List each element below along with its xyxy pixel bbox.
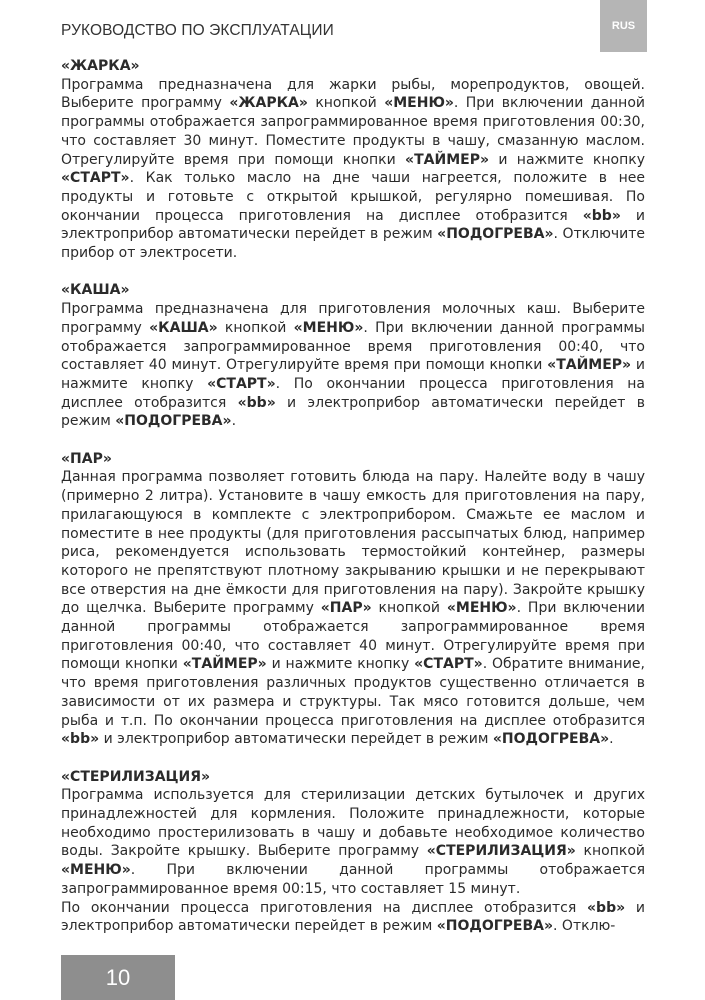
section-title: «ПАР» xyxy=(61,450,112,467)
text-run: и нажмите кнопку xyxy=(489,151,645,168)
emphasis-term: «ПОДОГРЕВА» xyxy=(115,413,232,430)
emphasis-term: «СТАРТ» xyxy=(61,170,130,187)
emphasis-term: «ПОДОГРЕВА» xyxy=(492,731,610,748)
page-number: 10 xyxy=(61,955,175,1000)
text-run: . Отклю- xyxy=(553,918,616,935)
section-paragraph xyxy=(61,786,645,898)
emphasis-term: «ТАЙМЕР» xyxy=(547,357,632,374)
text-run: и электроприбор автоматически перейдет в режим xyxy=(99,731,493,748)
text-run: . При включении данной программы отображается запрограммированное время приготовления 00:30, что составляет 30 минут. Поместите продукты в чашу, смазанную маслом. Отрегулируйте время при помощи кнопки xyxy=(61,95,645,168)
text-run: . Как только масло на дне чаши нагреется, положите в нее продукты и готовьте с открытой крышкой, регулярно помешивая. По окончании процесса приготовления на дисплее отобразится xyxy=(61,170,645,224)
text-run: . При включении данной программы отображается запрограммированное время 00:15, что составляет 15 минут. xyxy=(61,862,645,897)
emphasis-term: «ПОДОГРЕВА» xyxy=(437,226,554,243)
text-run: Данная программа позволяет готовить блюда на пару. Налейте воду в чашу (примерно 2 литра). Установите в чашу емкость для приготовления на пару, прилагающуюся в комплекте с электроприбором. Смажьте ее маслом и поместите в нее продукты (для приготовления рассыпчатых блюд, например риса, рекомендуется использовать термостойкий контейнер, размеры которого не препятствуют плотному закрыванию крышки и не перекрывают все отверстия на дне ёмкости для приготовления на пару). Закройте крышку до щелчка. Выберите программу xyxy=(61,469,645,617)
text-run: . Обратите внимание, что время приготовления различных продуктов существенно отличается в зависимости от их размера и структуры. Так мясо готовится дольше, чем рыба и т.п. По окончании процесса приготовления на дисплее отобразится xyxy=(61,656,645,729)
emphasis-term: «МЕНЮ» xyxy=(384,95,454,112)
section-paragraph xyxy=(61,300,645,431)
emphasis-term: «СТАРТ» xyxy=(414,656,483,673)
text-run: Программа предназначена для жарки рыбы, морепродуктов, овощей. Выберите программу xyxy=(61,76,645,112)
emphasis-term: «ТАЙМЕР» xyxy=(182,656,267,673)
emphasis-term: «МЕНЮ» xyxy=(446,600,517,617)
section-paragraph xyxy=(61,76,645,263)
text-run: и электроприбор автоматически перейдет в режим xyxy=(61,899,645,935)
page-header-title: РУКОВОДСТВО ПО ЭКСПЛУАТАЦИИ xyxy=(61,22,334,39)
text-run: По окончании процесса приготовления на дисплее отобразится xyxy=(61,899,587,916)
text-run: . Отключите прибор от электросети. xyxy=(61,226,645,262)
text-run: . xyxy=(609,731,614,748)
section-title: «ЖАРКА» xyxy=(61,58,140,74)
language-badge: RUS xyxy=(600,0,647,52)
text-run: Программа используется для стерилизации детских бутылочек и других принадлежностей для кормления. Положите принадлежности, которые необходимо простерилизовать в чашу и добавьте необходимое количество воды. Закройте крышку. Выберите программу xyxy=(61,787,645,860)
emphasis-term: «ЖАРКА» xyxy=(229,95,308,112)
text-run: и нажмите кнопку xyxy=(266,656,415,673)
section-zharka xyxy=(61,57,645,263)
section-title: «КАША» xyxy=(61,282,130,299)
emphasis-term: «ТАЙМЕР» xyxy=(405,151,489,168)
manual-content xyxy=(61,57,645,955)
text-run: кнопкой xyxy=(307,95,385,112)
text-run: и электроприбор автоматически перейдет в режим xyxy=(61,207,645,243)
text-run: Программа предназначена для приготовления молочных каш. Выберите программу xyxy=(61,301,645,336)
emphasis-term: «КАША» xyxy=(149,319,218,336)
section-paragraph xyxy=(61,899,645,936)
emphasis-term: «bb» xyxy=(237,394,276,411)
text-run: кнопкой xyxy=(575,843,645,860)
emphasis-term: «bb» xyxy=(61,731,100,748)
emphasis-term: «СТЕРИЛИЗАЦИЯ» xyxy=(426,843,576,860)
emphasis-term: «МЕНЮ» xyxy=(293,319,364,336)
text-run: . При включении данной программы отображается запрограммированное время приготовления 00:40, что составляет 40 минут. Отрегулируйте время при помощи кнопки xyxy=(61,319,645,374)
section-sterilizatsiya xyxy=(61,768,645,936)
text-run: . При включении данной программы отображается запрограммированное время приготовления 00:40, что составляет 40 минут. Отрегулируйте время при помощи кнопки xyxy=(61,600,645,673)
emphasis-term: «bb» xyxy=(587,899,626,916)
emphasis-term: «bb» xyxy=(582,207,621,224)
emphasis-term: «ПАР» xyxy=(320,600,372,617)
text-run: кнопкой xyxy=(217,319,294,336)
text-run: кнопкой xyxy=(371,600,447,617)
emphasis-term: «ПОДОГРЕВА» xyxy=(436,918,554,935)
section-paragraph xyxy=(61,468,645,749)
section-kasha xyxy=(61,281,645,431)
emphasis-term: «МЕНЮ» xyxy=(61,862,131,879)
emphasis-term: «СТАРТ» xyxy=(207,375,276,392)
text-run: и электроприбор автоматически перейдет в режим xyxy=(61,394,645,430)
text-run: . xyxy=(231,413,237,430)
section-par xyxy=(61,450,645,749)
section-title: «СТЕРИЛИЗАЦИЯ» xyxy=(61,768,211,785)
text-run: и нажмите кнопку xyxy=(61,357,645,392)
text-run: . По окончании процесса приготовления на дисплее отобразится xyxy=(61,375,645,411)
